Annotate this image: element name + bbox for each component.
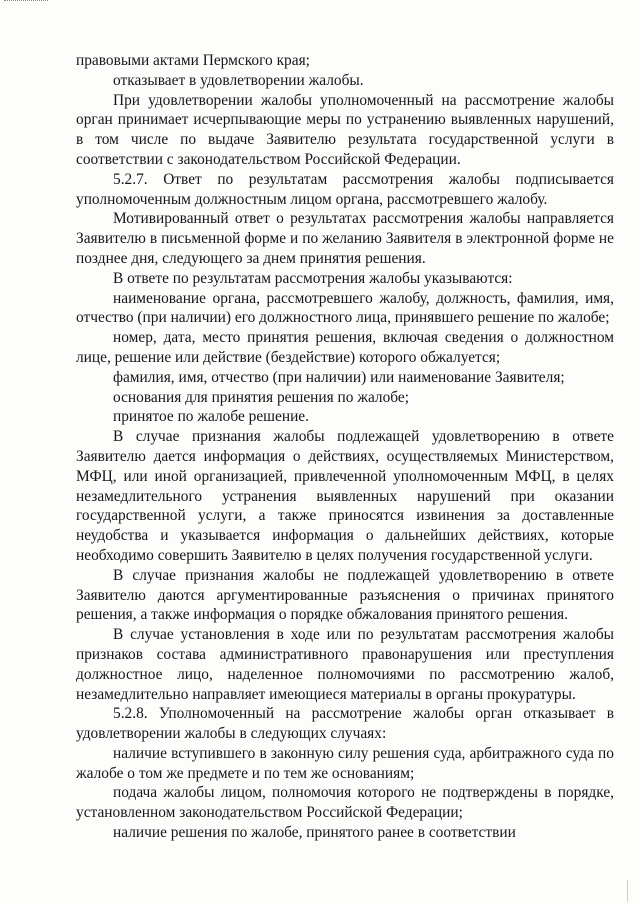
paragraph: В случае установления в ходе или по результатам рассмотрения жалобы признаков состава административного правонарушения или преступления должностное лицо, наделенное полномочиями по рассмотрению жалоб, незамедлительно направляет имеющиеся материалы в органы прокуратуры.: [76, 626, 614, 703]
paragraph: В случае признания жалобы не подлежащей удовлетворению в ответе Заявителю даются аргументированные разъяснения о причинах принятого решения, а также информация о порядке обжалования принятого решения.: [76, 566, 614, 624]
paragraph: При удовлетворении жалобы уполномоченный на рассмотрение жалобы орган принимает исчерпывающие меры по устранению выявленных нарушений, в том числе по выдаче Заявителю результата государственной услуги в соответствии с законодательством Российской Федерации.: [76, 91, 614, 168]
paragraph: наличие вступившего в законную силу решения суда, арбитражного суда по жалобе о том же предмете и по тем же основаниям;: [76, 744, 614, 782]
paragraph: подача жалобы лицом, полномочия которого не подтверждены в порядке, установленном законодательством Российской Федерации;: [76, 784, 614, 822]
paragraph: номер, дата, место принятия решения, включая сведения о должностном лице, решение или действие (бездействие) которого обжалуется;: [76, 329, 614, 366]
scan-edge-mark: [4, 0, 48, 6]
scan-edge-mark-right: [627, 880, 638, 902]
paragraph: Мотивированный ответ о результатах рассмотрения жалобы направляется Заявителю в письменной форме и по желанию Заявителя в электронной форме не позднее дня, следующего за днем принятия решения.: [76, 210, 614, 267]
paragraph: наличие решения по жалобе, принятого ранее в соответствии: [113, 824, 516, 842]
paragraph: В случае признания жалобы подлежащей удовлетворению в ответе Заявителю дается информация о действиях, осуществляемых Министерством, МФЦ, или иной организацией, привлеченной уполномоченным МФЦ, в целях незамедлительного устранения выявленных нарушений при оказании государственной услуги, а также приносятся извинения за доставленные неудобства и указывается информация о дальнейших действиях, которые необходимо совершить Заявителю в целях получения государственной услуги.: [76, 428, 614, 564]
paragraph: правовыми актами Пермского края;: [76, 52, 310, 69]
paragraph: 5.2.8. Уполномоченный на рассмотрение жалобы орган отказывает в удовлетворении жалобы в следующих случаях:: [76, 705, 614, 743]
paragraph: фамилия, имя, отчество (при наличии) или наименование Заявителя;: [113, 368, 565, 386]
document-body: [76, 51, 614, 843]
paragraph: отказывает в удовлетворении жалобы.: [113, 71, 364, 89]
paragraph: 5.2.7. Ответ по результатам рассмотрения жалобы подписывается уполномоченным должностным лицом органа, рассмотревшего жалобу.: [76, 170, 614, 208]
paragraph: принятое по жалобе решение.: [113, 408, 309, 426]
paragraph: основания для принятия решения по жалобе;: [113, 388, 410, 406]
paragraph: В ответе по результатам рассмотрения жалобы указываются:: [113, 269, 513, 287]
paragraph: наименование органа, рассмотревшего жалобу, должность, фамилия, имя, отчество (при наличии) его должностного лица, принявшего решение по жалобе;: [76, 289, 614, 327]
